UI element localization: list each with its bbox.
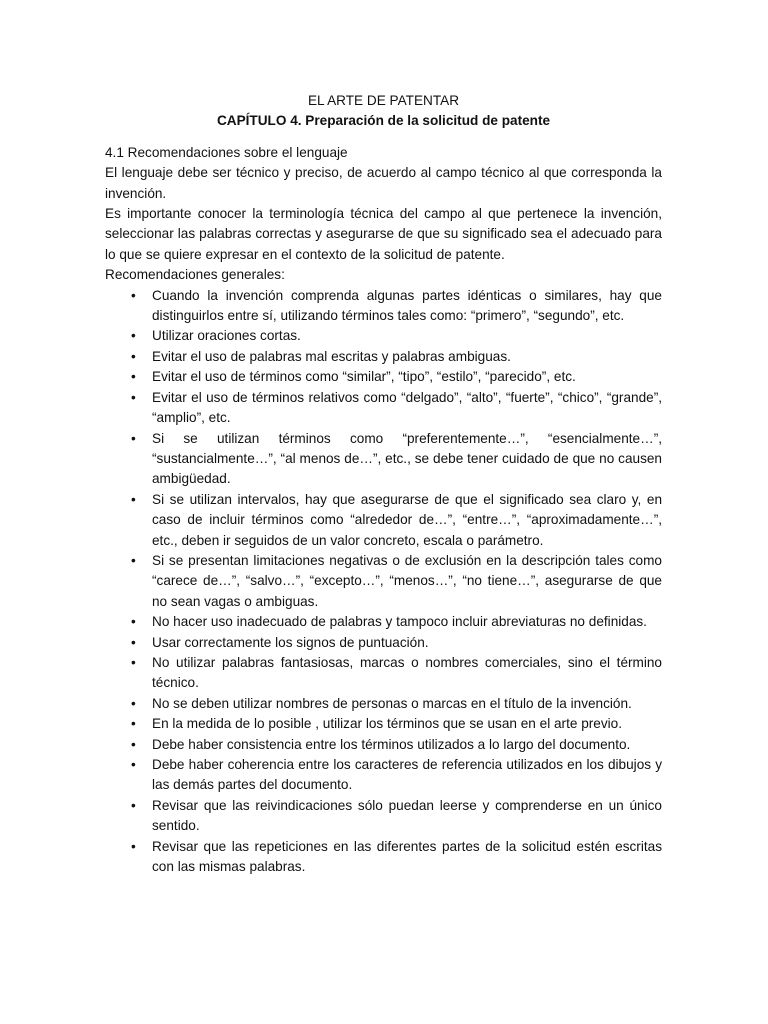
list-item-text: No utilizar palabras fantasiosas, marcas o nombres comerciales, sino el término técnico. [152, 654, 662, 691]
bullet-icon: • [131, 797, 136, 813]
document-title: EL ARTE DE PATENTAR [307, 93, 460, 108]
section-heading: 4.1 Recomendaciones sobre el lenguaje [105, 144, 348, 160]
bullet-icon: • [131, 552, 136, 568]
list-item-text: Revisar que las repeticiones en las diferentes partes de la solicitud estén escritas con las mismas palabras. [152, 838, 662, 875]
list-item-text: No se deben utilizar nombres de personas o marcas en el título de la invención. [152, 695, 632, 711]
list-item-text: Cuando la invención comprenda algunas partes idénticas o similares, hay que distinguirlos entre sí, utilizando términos tales como: “primero”, “segundo”, etc. [152, 287, 662, 324]
list-item [105, 612, 662, 632]
bullet-icon: • [131, 634, 136, 650]
list-item [105, 367, 662, 387]
list-item [105, 653, 662, 694]
list-item [105, 714, 662, 734]
list-item [105, 735, 662, 755]
list-item [105, 633, 662, 653]
list-item [105, 429, 662, 490]
list-item-text: Revisar que las reivindicaciones sólo puedan leerse y comprenderse en un único sentido. [152, 797, 662, 834]
bullet-icon: • [131, 654, 136, 670]
paragraph: Es importante conocer la terminología técnica del campo al que pertenece la invención, seleccionar las palabras correctas y asegurarse de que su significado sea el adecuado para lo que se quiere expresar en el contexto de la solicitud de patente. [105, 206, 662, 262]
bullet-icon: • [131, 369, 136, 385]
bullet-icon: • [131, 491, 136, 507]
list-item-text: Usar correctamente los signos de puntuación. [152, 634, 429, 650]
bullet-icon: • [131, 614, 136, 630]
bullet-icon: • [131, 736, 136, 752]
list-item-text: Debe haber consistencia entre los términos utilizados a lo largo del documento. [152, 736, 631, 752]
list-item [105, 694, 662, 714]
bullet-icon: • [131, 430, 136, 446]
bullet-icon: • [131, 328, 136, 344]
list-item-text: Evitar el uso de términos relativos como “delgado”, “alto”, “fuerte”, “chico”, “grande”, “amplio”, etc. [152, 389, 662, 426]
list-item [105, 755, 662, 796]
bullet-icon: • [131, 389, 136, 405]
list-item-text: Evitar el uso de palabras mal escritas y palabras ambiguas. [152, 348, 511, 364]
list-item [105, 796, 662, 837]
list-item-text: Si se utilizan intervalos, hay que asegurarse de que el significado sea claro y, en caso de incluir términos como “alrededor de…”, “entre…”, “aproximadamente…”, etc., deben ir seguidos de un valor concreto, escala o parámetro. [152, 491, 662, 548]
list-item [105, 490, 662, 551]
list-item-text: En la medida de lo posible , utilizar los términos que se usan en el arte previo. [152, 716, 622, 732]
list-item-text: Si se presentan limitaciones negativas o de exclusión en la descripción tales como “carece de…”, “salvo…”, “excepto…”, “menos…”, “no tiene…”, asegurarse de que no sean vagas o ambiguas. [152, 552, 662, 609]
list-item [105, 347, 662, 367]
list-heading: Recomendaciones generales: [105, 267, 285, 283]
list-item [105, 388, 662, 429]
list-item [105, 551, 662, 612]
bullet-icon: • [131, 695, 136, 711]
list-item [105, 326, 662, 346]
bullet-icon: • [131, 287, 136, 303]
list-item-text: Debe haber coherencia entre los caracteres de referencia utilizados en los dibujos y las demás partes del documento. [152, 757, 662, 793]
list-item-text: Evitar el uso de términos como “similar”, “tipo”, “estilo”, “parecido”, etc. [152, 369, 576, 385]
list-item [105, 837, 662, 878]
chapter-title: CAPÍTULO 4. Preparación de la solicitud de patente [216, 113, 551, 129]
bullet-icon: • [131, 757, 136, 772]
list-item-text: No hacer uso inadecuado de palabras y tampoco incluir abreviaturas no definidas. [152, 614, 647, 630]
list-item [105, 286, 662, 327]
paragraph: El lenguaje debe ser técnico y preciso, de acuerdo al campo técnico al que corresponda la invención. [105, 165, 662, 201]
list-item-text: Utilizar oraciones cortas. [152, 328, 301, 344]
recommendations-list [105, 286, 662, 878]
list-item-text: Si se utilizan términos como “preferentemente…”, “esencialmente…”, “sustancialmente…”, “al menos de…”, etc., se debe tener cuidado de que no causen ambigüedad. [152, 430, 662, 487]
bullet-icon: • [131, 348, 136, 364]
bullet-icon: • [131, 838, 136, 854]
bullet-icon: • [131, 716, 136, 732]
document-page [105, 91, 662, 877]
